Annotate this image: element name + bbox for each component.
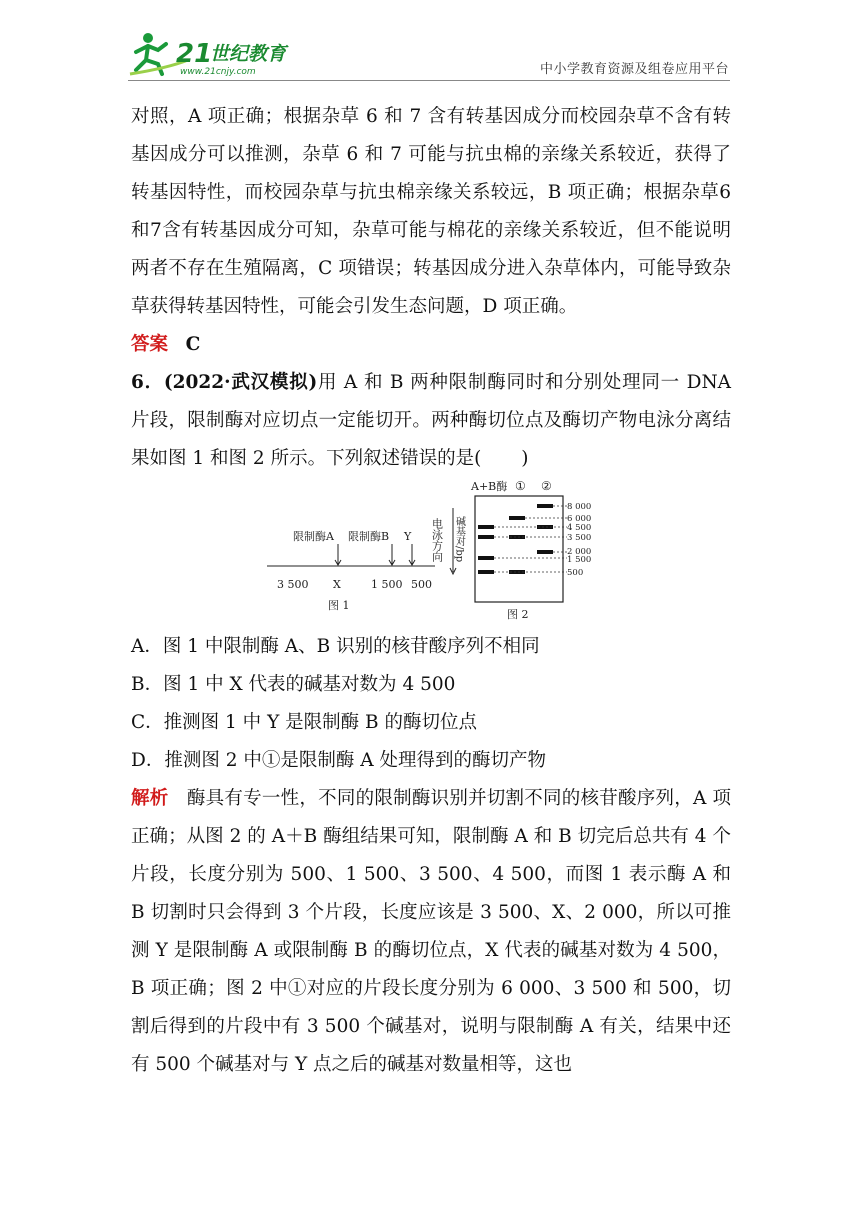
svg-text:www.21cnjy.com: www.21cnjy.com xyxy=(180,67,256,77)
fig2-size-1500: 1 500 xyxy=(567,555,592,565)
site-logo xyxy=(128,30,298,78)
fig2-size-3500: 3 500 xyxy=(567,533,592,543)
svg-text:21: 21 xyxy=(176,39,213,69)
option-c: C．推测图 1 中 Y 是限制酶 B 的酶切位点 xyxy=(131,712,478,733)
figure-2 xyxy=(431,479,592,621)
fig1-seg-3: 1 500 xyxy=(371,578,403,591)
header-divider xyxy=(128,80,730,81)
fig2-size-6000: 6 000 xyxy=(567,514,592,524)
figure-area xyxy=(131,478,731,628)
fig1-label-a: 限制酶A xyxy=(293,530,334,543)
answer-label: 答案 xyxy=(131,334,169,355)
figures xyxy=(263,478,593,624)
svg-text:世纪教育: 世纪教育 xyxy=(210,43,287,65)
previous-explanation: 对照，A 项正确；根据杂草 6 和 7 含有转基因成分而校园杂草不含有转基因成分可以推测，杂草 6 和 7 可能与抗虫棉的亲缘关系较近，获得了转基因特性，而校园杂草与抗虫棉亲缘关系较远，B 项正确；根据杂草6和7含有转基因成分可知，杂草可能与棉花的亲缘关系较近，但不能说明两者不存在生殖隔离，C 项错误；转基因成分进入杂草体内，可能导致杂草获得转基因特性，可能会引发生态问题，D 项正确。 xyxy=(131,106,731,317)
fig1-seg-1: 3 500 xyxy=(277,578,309,591)
question-text: 用 A 和 B 两种限制酶同时和分别处理同一 DNA 片段，限制酶对应切点一定能切开。两种酶切位点及酶切产物电泳分离结果如图 1 和图 2 所示。下列叙述错误的是( xyxy=(131,372,731,469)
fig1-label-b: 限制酶B xyxy=(348,530,390,543)
analysis-text: 酶具有专一性，不同的限制酶识别并切割不同的核苷酸序列，A 项正确；从图 2 的 A＋B 酶组结果可知，限制酶 A 和 B 切完后总共有 4 个片段，长度分别为 500、1 500、3 500、4 500，而图 1 表示酶 A 和 B 切割时只会得到 3 个片段，长度应该是 3 500、X、2 000，所以可推测 Y 是限制酶 A 或限制酶 B 的酶切位点，X 代表的碱基对数为 4 500，B 项正确；图 2 中①对应的片段长度分别为 6 000、3 500 和 500，切割后得到的片段中有 3 500 个碱基对，说明与限制酶 A 有关，结果中还有 500 个碱基对与 Y 点之后的碱基对数量相等，这也 xyxy=(131,788,731,1075)
fig2-lane1: ① xyxy=(515,479,526,493)
option-d: D．推测图 2 中①是限制酶 A 处理得到的酶切产物 xyxy=(131,750,546,771)
answer-value: C xyxy=(185,334,201,355)
fig2-size-2000: 2 000 xyxy=(567,547,592,557)
question-6 xyxy=(131,364,731,478)
page-content xyxy=(131,98,731,1084)
question-source: (2022·武汉模拟) xyxy=(163,372,318,393)
fig2-caption: 图 2 xyxy=(507,608,529,621)
analysis xyxy=(131,780,731,1084)
question-text-end: ) xyxy=(521,448,529,469)
fig2-lane2: ② xyxy=(541,479,552,493)
fig1-seg-2: X xyxy=(333,578,341,591)
question-number: 6． xyxy=(131,372,164,393)
fig2-lane-header: A+B酶 xyxy=(471,480,508,493)
page-header xyxy=(0,0,860,90)
fig2-size-8000: 8 000 xyxy=(567,502,592,512)
option-a: A．图 1 中限制酶 A、B 识别的核苷酸序列不相同 xyxy=(131,636,540,657)
fig1-seg-4: 500 xyxy=(411,578,432,591)
fig2-size-500: 500 xyxy=(567,568,584,578)
figure-1 xyxy=(267,529,435,612)
fig2-size-4500: 4 500 xyxy=(567,523,592,533)
fig1-label-y: Y xyxy=(404,530,412,543)
fig1-caption: 图 1 xyxy=(328,599,350,612)
analysis-label: 解析 xyxy=(131,788,169,809)
site-name: 中小学教育资源及组卷应用平台 xyxy=(540,62,730,77)
fig2-axis-label: 碱基对/bp xyxy=(453,516,465,563)
answer-line xyxy=(131,326,731,364)
fig2-left-label: 电泳方向 xyxy=(430,518,444,562)
option-b: B．图 1 中 X 代表的碱基对数为 4 500 xyxy=(131,674,456,695)
